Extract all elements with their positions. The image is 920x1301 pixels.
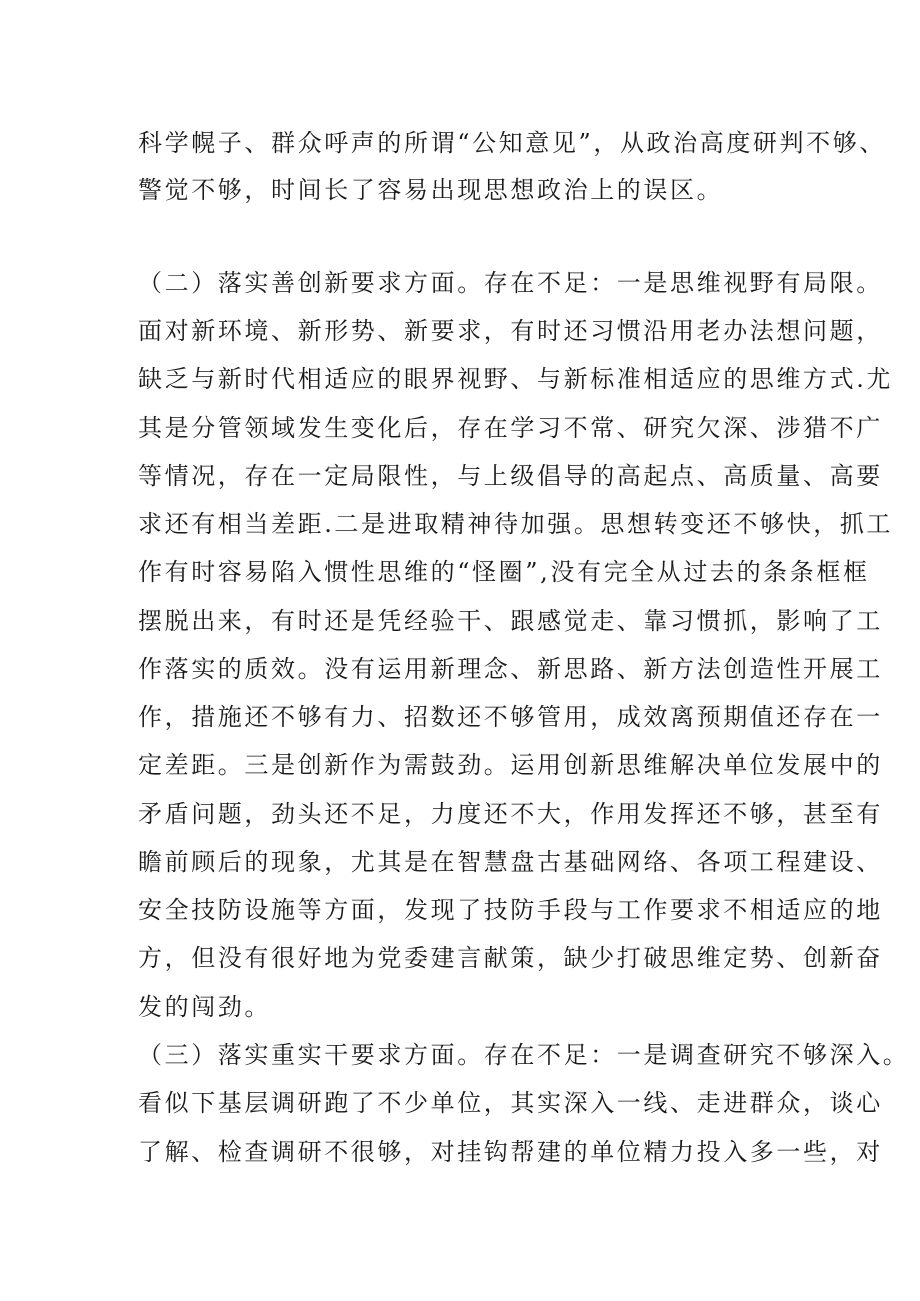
text-line: 科学幌子、群众呼声的所谓“公知意见”，从政治高度研判不够、 <box>138 129 886 157</box>
text-line: 安全技防设施等方面，发现了技防手段与工作要求不相适应的地 <box>138 896 883 924</box>
text-line: 等情况，存在一定局限性，与上级倡导的高起点、高质量、高要 <box>138 462 883 490</box>
text-line: 摆脱出来，有时还是凭经验干、跟感觉走、靠习惯抓，影响了工 <box>138 607 883 635</box>
text-line: 发的闯劲。 <box>138 993 271 1021</box>
text-line: 作有时容易陷入惯性思维的“怪圈”,没有完全从过去的条条框框 <box>138 558 870 586</box>
section-2-heading-line: （二）落实善创新要求方面。存在不足：一是思维视野有局限。 <box>138 269 883 297</box>
text-line: 其是分管领域发生变化后，存在学习不常、研究欠深、涉猎不广 <box>138 414 883 442</box>
text-line: 求还有相当差距.二是进取精神待加强。思想转变还不够快，抓工 <box>138 510 894 538</box>
text-line: 矛盾问题，劲头还不足，力度还不大，作用发挥还不够，甚至有 <box>138 800 883 828</box>
section-3-heading-line: （三）落实重实干要求方面。存在不足：一是调查研究不够深入。 <box>138 1041 910 1069</box>
text-line: 缺乏与新时代相适应的眼界视野、与新标准相适应的思维方式.尤 <box>138 365 894 393</box>
text-line: 作，措施还不够有力、招数还不够管用，成效离预期值还存在一 <box>138 703 883 731</box>
text-line: 定差距。三是创新作为需鼓劲。运用创新思维解决单位发展中的 <box>138 751 883 779</box>
text-line: 了解、检查调研不很够，对挂钩帮建的单位精力投入多一些，对 <box>138 1138 883 1166</box>
text-line: 瞻前顾后的现象，尤其是在智慧盘古基础网络、各项工程建设、 <box>138 848 883 876</box>
text-line: 警觉不够，时间长了容易出现思想政治上的误区。 <box>138 176 724 204</box>
text-line: 看似下基层调研跑了不少单位，其实深入一线、走进群众，谈心 <box>138 1089 883 1117</box>
text-line: 方，但没有很好地为党委建言献策，缺少打破思维定势、创新奋 <box>138 944 883 972</box>
text-line: 面对新环境、新形势、新要求，有时还习惯沿用老办法想问题， <box>138 317 883 345</box>
text-line: 作落实的质效。没有运用新理念、新思路、新方法创造性开展工 <box>138 655 883 683</box>
